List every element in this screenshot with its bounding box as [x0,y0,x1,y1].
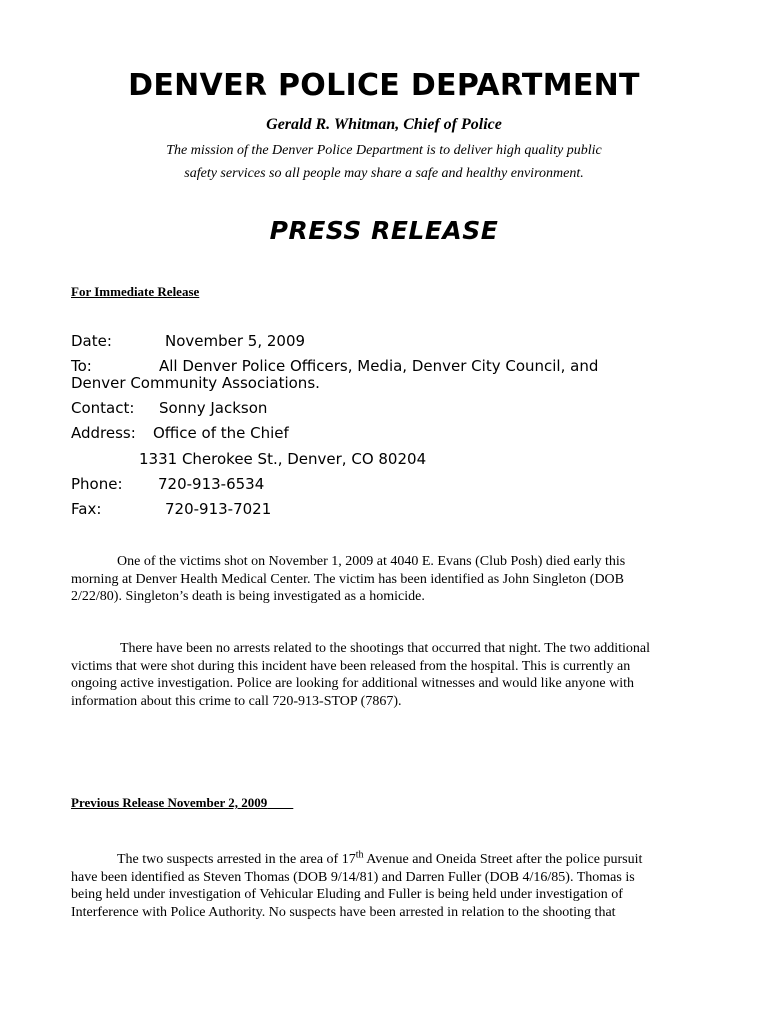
previous-release-heading-text: Previous Release November 2, 2009 [71,795,268,810]
address-value-line-2: 1331 Cherokee St., Denver, CO 80204 [139,450,427,468]
phone-value: 720-913-6534 [158,475,265,493]
paragraph-2-line: ongoing active investigation. Police are looking for additional witnesses and would like anyone with [71,676,634,691]
previous-paragraph-line: Interference with Police Authority. No suspects have been arrested in relation to the shooting that [71,904,616,920]
heading-underline-extension [267,795,293,810]
department-title: DENVER POLICE DEPARTMENT [128,68,640,103]
phone-label: Phone: [71,475,123,493]
mission-line-2: safety services so all people may share a safe and healthy environment. [184,166,584,181]
previous-line-1-start: The two suspects arrested in the area of 17 [117,852,356,867]
date-value: November 5, 2009 [165,332,306,350]
fax-label: Fax: [71,500,102,518]
address-value-line-1: Office of the Chief [153,424,289,442]
previous-line-1-end: Avenue and Oneida Street after the police pursuit [363,852,643,867]
date-label: Date: [71,332,112,350]
release-type: For Immediate Release [71,284,200,299]
previous-paragraph-line: being held under investigation of Vehicular Eluding and Fuller is being held under investigation of [71,887,623,902]
press-release-title: PRESS RELEASE [269,216,499,245]
paragraph-1-line: One of the victims shot on November 1, 2009 at 4040 E. Evans (Club Posh) died early this [117,554,626,569]
paragraph-2-line: information about this crime to call 720-913-STOP (7867). [71,693,402,709]
paragraph-1-line: morning at Denver Health Medical Center. The victim has been identified as John Singleton (DOB [71,571,624,587]
previous-release-heading [71,795,293,811]
to-value-line-1: All Denver Police Officers, Media, Denver City Council, and [159,357,599,375]
paragraph-2-line: victims that were shot during this incident have been released from the hospital. This is currently an [71,658,631,674]
previous-paragraph-line: have been identified as Steven Thomas (DOB 9/14/81) and Darren Fuller (DOB 4/16/85). Thomas is [71,869,635,885]
previous-paragraph-line [71,851,691,869]
fax-value: 720-913-7021 [165,500,272,518]
body-paragraph-1 [71,553,691,606]
address-label: Address: [71,424,136,442]
to-value-line-2: Denver Community Associations. [71,374,320,392]
paragraph-1-line: 2/22/80). Singleton’s death is being investigated as a homicide. [71,589,425,604]
ordinal-suffix: th [355,849,364,861]
contact-label: Contact: [71,399,135,417]
previous-release-paragraph [71,851,691,921]
chief-name: Gerald R. Whitman, Chief of Police [266,116,502,133]
to-label: To: [71,357,92,375]
body-paragraph-2 [71,640,691,710]
contact-value: Sonny Jackson [159,399,268,417]
mission-line-1: The mission of the Denver Police Department is to deliver high quality public [166,143,602,158]
paragraph-2-line: There have been no arrests related to the shootings that occurred that night. The two additional [120,641,651,656]
